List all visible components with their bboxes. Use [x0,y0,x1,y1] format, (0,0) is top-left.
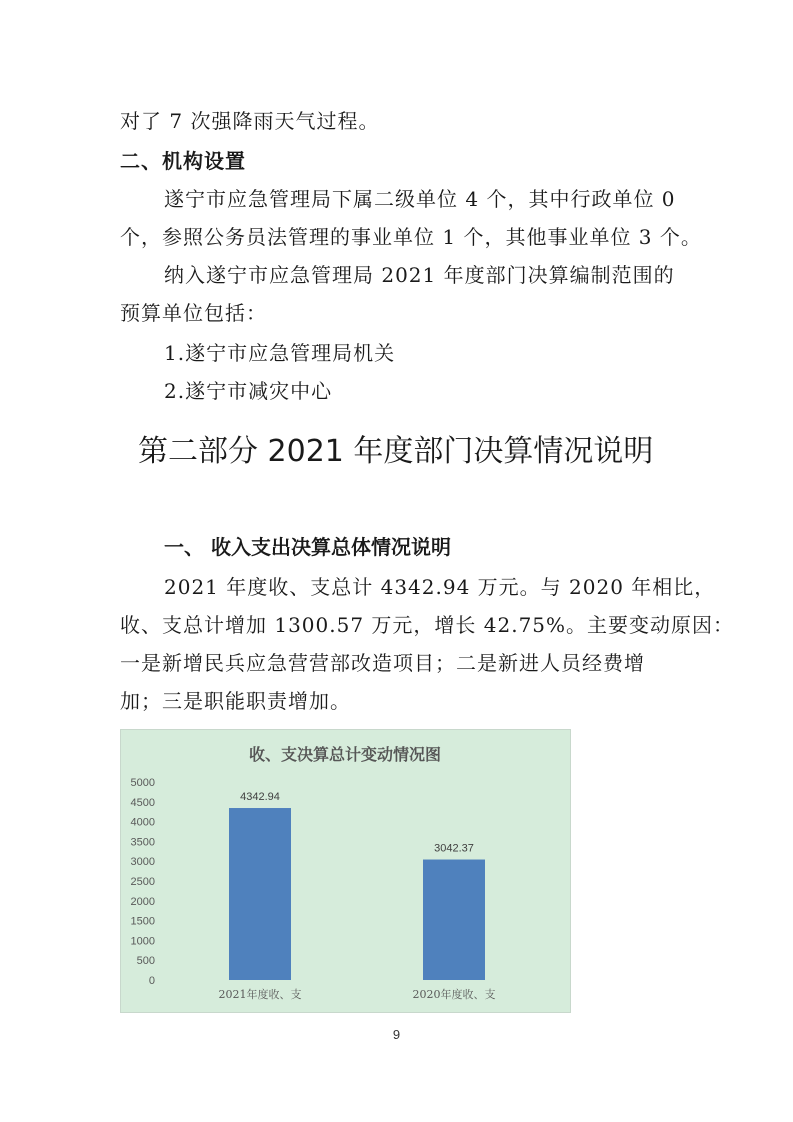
paragraph-line: 一是新增民兵应急营营部改造项目；二是新进人员经费增 [120,651,645,675]
y-tick-label: 5000 [130,777,155,789]
paragraph-line: 遂宁市应急管理局下属二级单位 4 个，其中行政单位 0 [164,187,676,211]
bar [229,808,291,980]
chart-canvas [121,730,570,1012]
bar [423,860,485,980]
paragraph-line: 2021 年度收、支总计 4342.94 万元。与 2020 年相比， [164,575,716,599]
page-number: 9 [392,1027,401,1042]
y-tick-label: 2000 [130,895,155,908]
paragraph-line: 加；三是职能职责增加。 [120,689,351,713]
y-tick-label: 1500 [130,915,155,928]
x-tick-label: 2020年度收、支 [412,988,496,1001]
y-tick-label: 2500 [130,876,155,888]
paragraph-line: 纳入遂宁市应急管理局 2021 年度部门决算编制范围的 [164,263,675,287]
chart-title: 收、支决算总计变动情况图 [248,745,442,764]
part-title: 第二部分 2021 年度部门决算情况说明 [138,434,654,469]
data-label: 3042.37 [434,842,474,855]
y-tick-label: 3500 [130,836,155,849]
paragraph-line: 预算单位包括： [120,301,267,325]
unit-list-item: 2.遂宁市减灾中心 [164,379,333,403]
y-tick-label: 3000 [130,856,155,869]
paragraph-line: 收、支总计增加 1300.57 万元，增长 42.75%。主要变动原因： [120,613,735,637]
paragraph-line: 个，参照公务员法管理的事业单位 1 个，其他事业单位 3 个。 [120,225,702,249]
bar-chart [120,729,571,1013]
section-title: 一、 收入支出决算总体情况说明 [164,535,451,559]
x-tick-label: 2021年度收、支 [218,988,302,1001]
y-tick-label: 1000 [130,935,155,948]
section-heading-org: 二、机构设置 [120,149,246,173]
paragraph-line: 对了 7 次强降雨天气过程。 [120,109,380,133]
y-tick-label: 4000 [130,816,155,829]
y-tick-label: 500 [136,955,155,968]
data-label: 4342.94 [240,791,280,804]
y-tick-label: 0 [148,975,155,987]
unit-list-item: 1.遂宁市应急管理局机关 [164,341,396,365]
y-tick-label: 4500 [130,796,155,809]
